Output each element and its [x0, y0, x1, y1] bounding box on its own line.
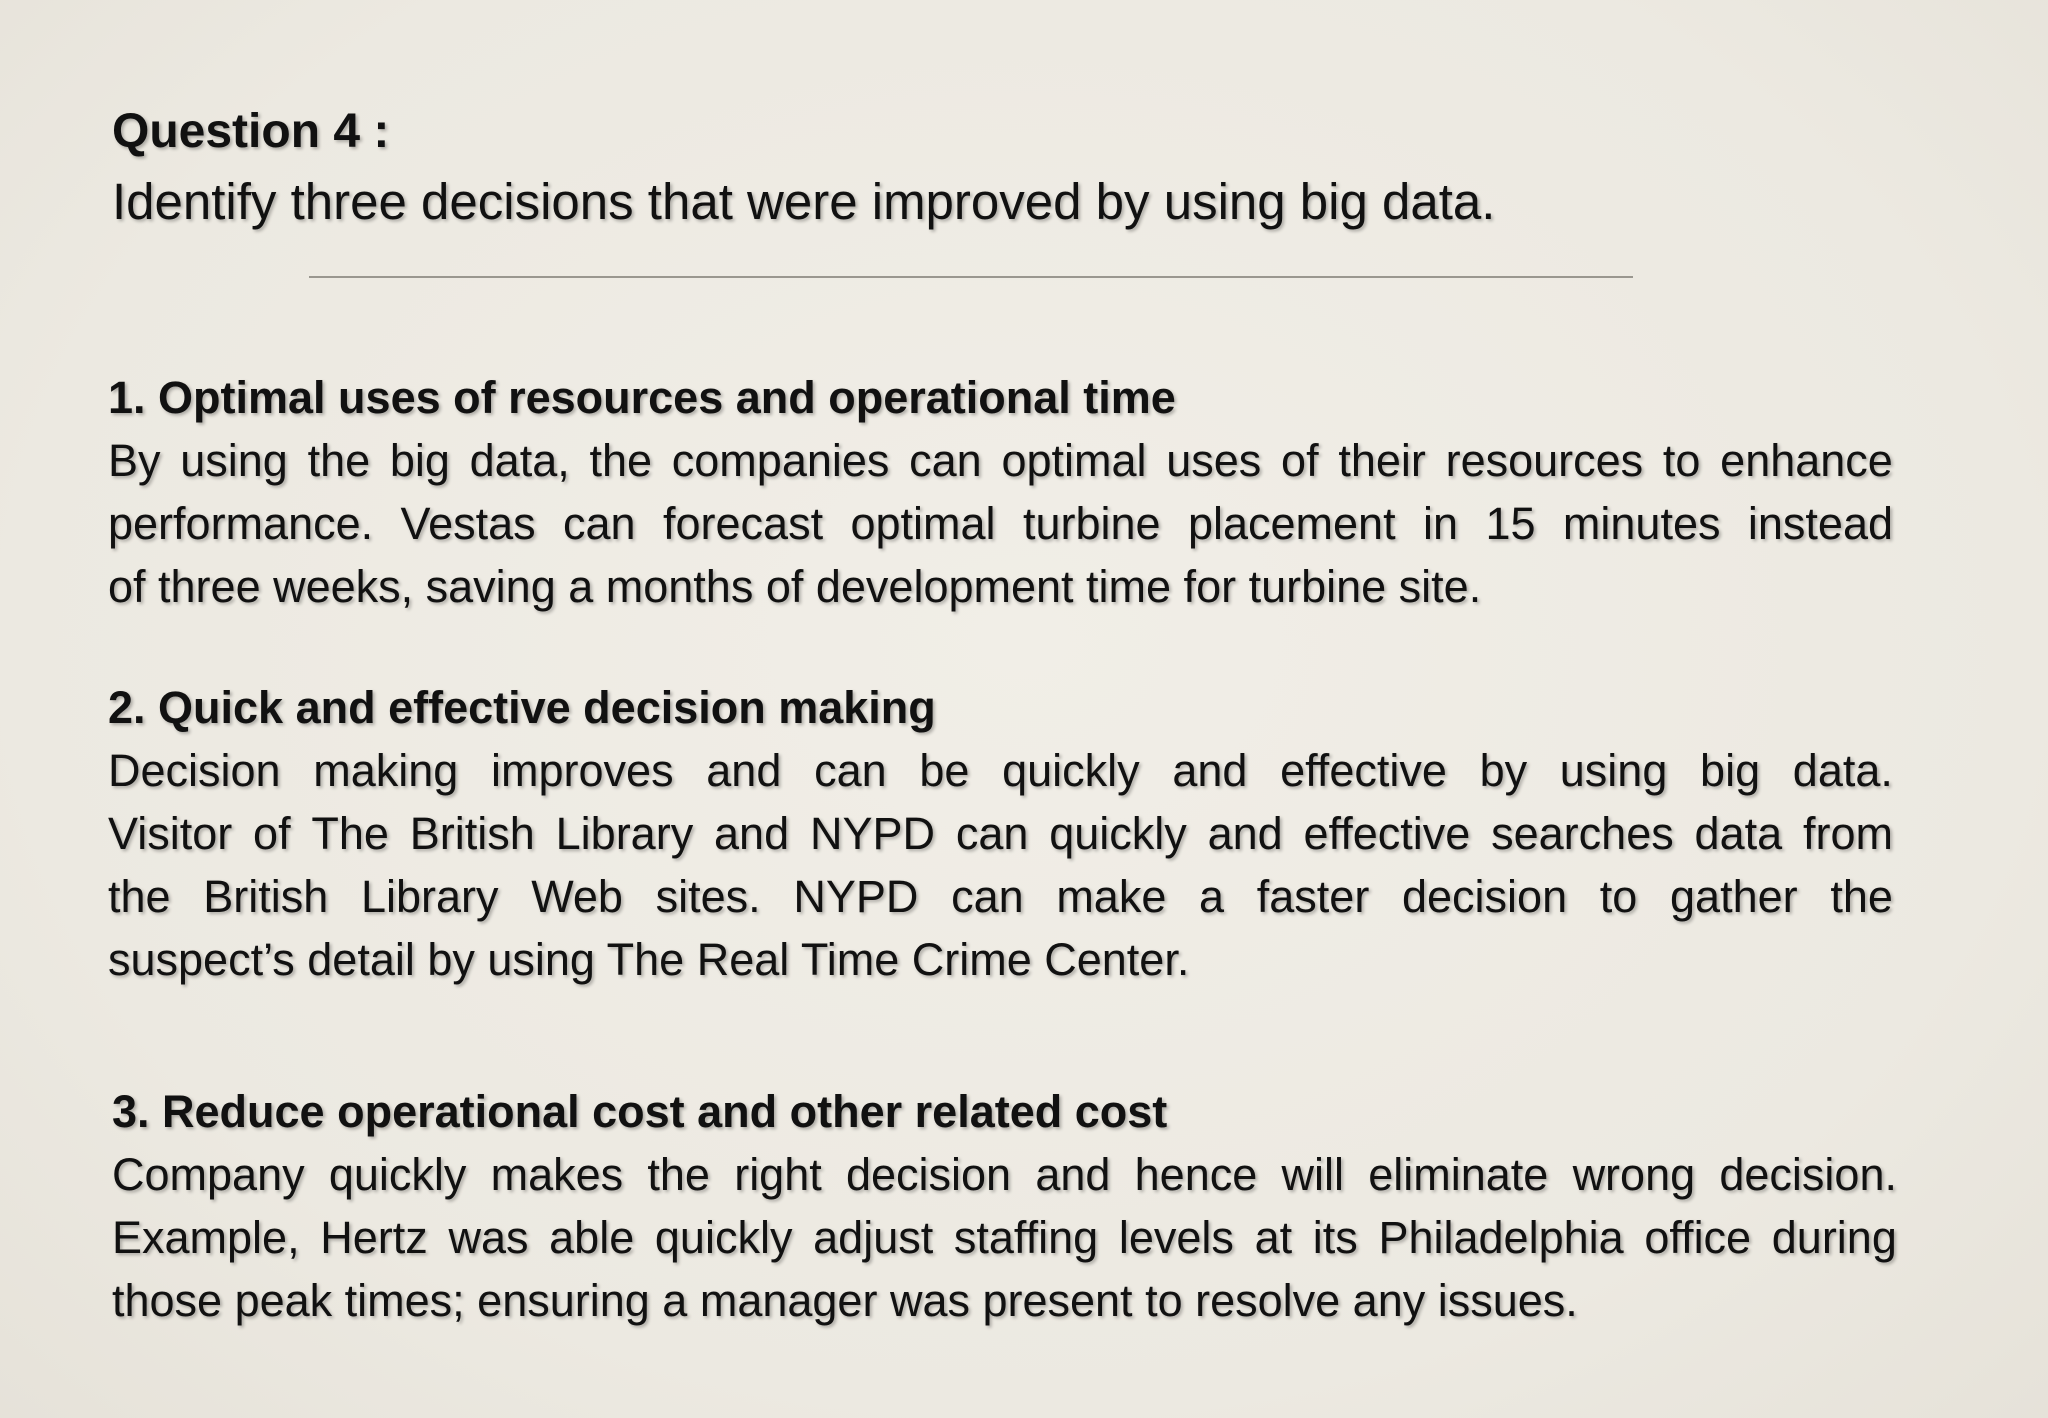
section-body-line: the British Library Web sites. NYPD can make a faster decision to gather the: [108, 871, 1893, 922]
question-label: Question 4 :: [112, 105, 390, 158]
section-heading: 1. Optimal uses of resources and operational time: [108, 372, 1176, 423]
section-body-line: Visitor of The British Library and NYPD can quickly and effective searches data from: [108, 808, 1893, 859]
section-body-line: of three weeks, saving a months of development time for turbine site.: [108, 561, 1482, 612]
divider-line: [309, 276, 1633, 278]
section-body-line: Example, Hertz was able quickly adjust staffing levels at its Philadelphia office during: [112, 1212, 1897, 1263]
section-body-line: Decision making improves and can be quickly and effective by using big data.: [108, 745, 1893, 796]
section-body-line: performance. Vestas can forecast optimal turbine placement in 15 minutes instead: [108, 498, 1893, 549]
section-body-line: By using the big data, the companies can optimal uses of their resources to enhance: [108, 435, 1893, 486]
section-body-line: those peak times; ensuring a manager was present to resolve any issues.: [112, 1275, 1578, 1326]
section-body-line: suspect’s detail by using The Real Time Crime Center.: [108, 934, 1190, 985]
section-heading: 2. Quick and effective decision making: [108, 682, 936, 733]
section-heading: 3. Reduce operational cost and other related cost: [112, 1086, 1168, 1137]
section-body-line: Company quickly makes the right decision and hence will eliminate wrong decision.: [112, 1149, 1897, 1200]
section-optimal-resources: [108, 367, 1908, 618]
section-reduce-cost: [112, 1081, 1912, 1332]
question-text: Identify three decisions that were improved by using big data.: [112, 173, 1496, 230]
section-quick-decision: [108, 677, 1908, 991]
